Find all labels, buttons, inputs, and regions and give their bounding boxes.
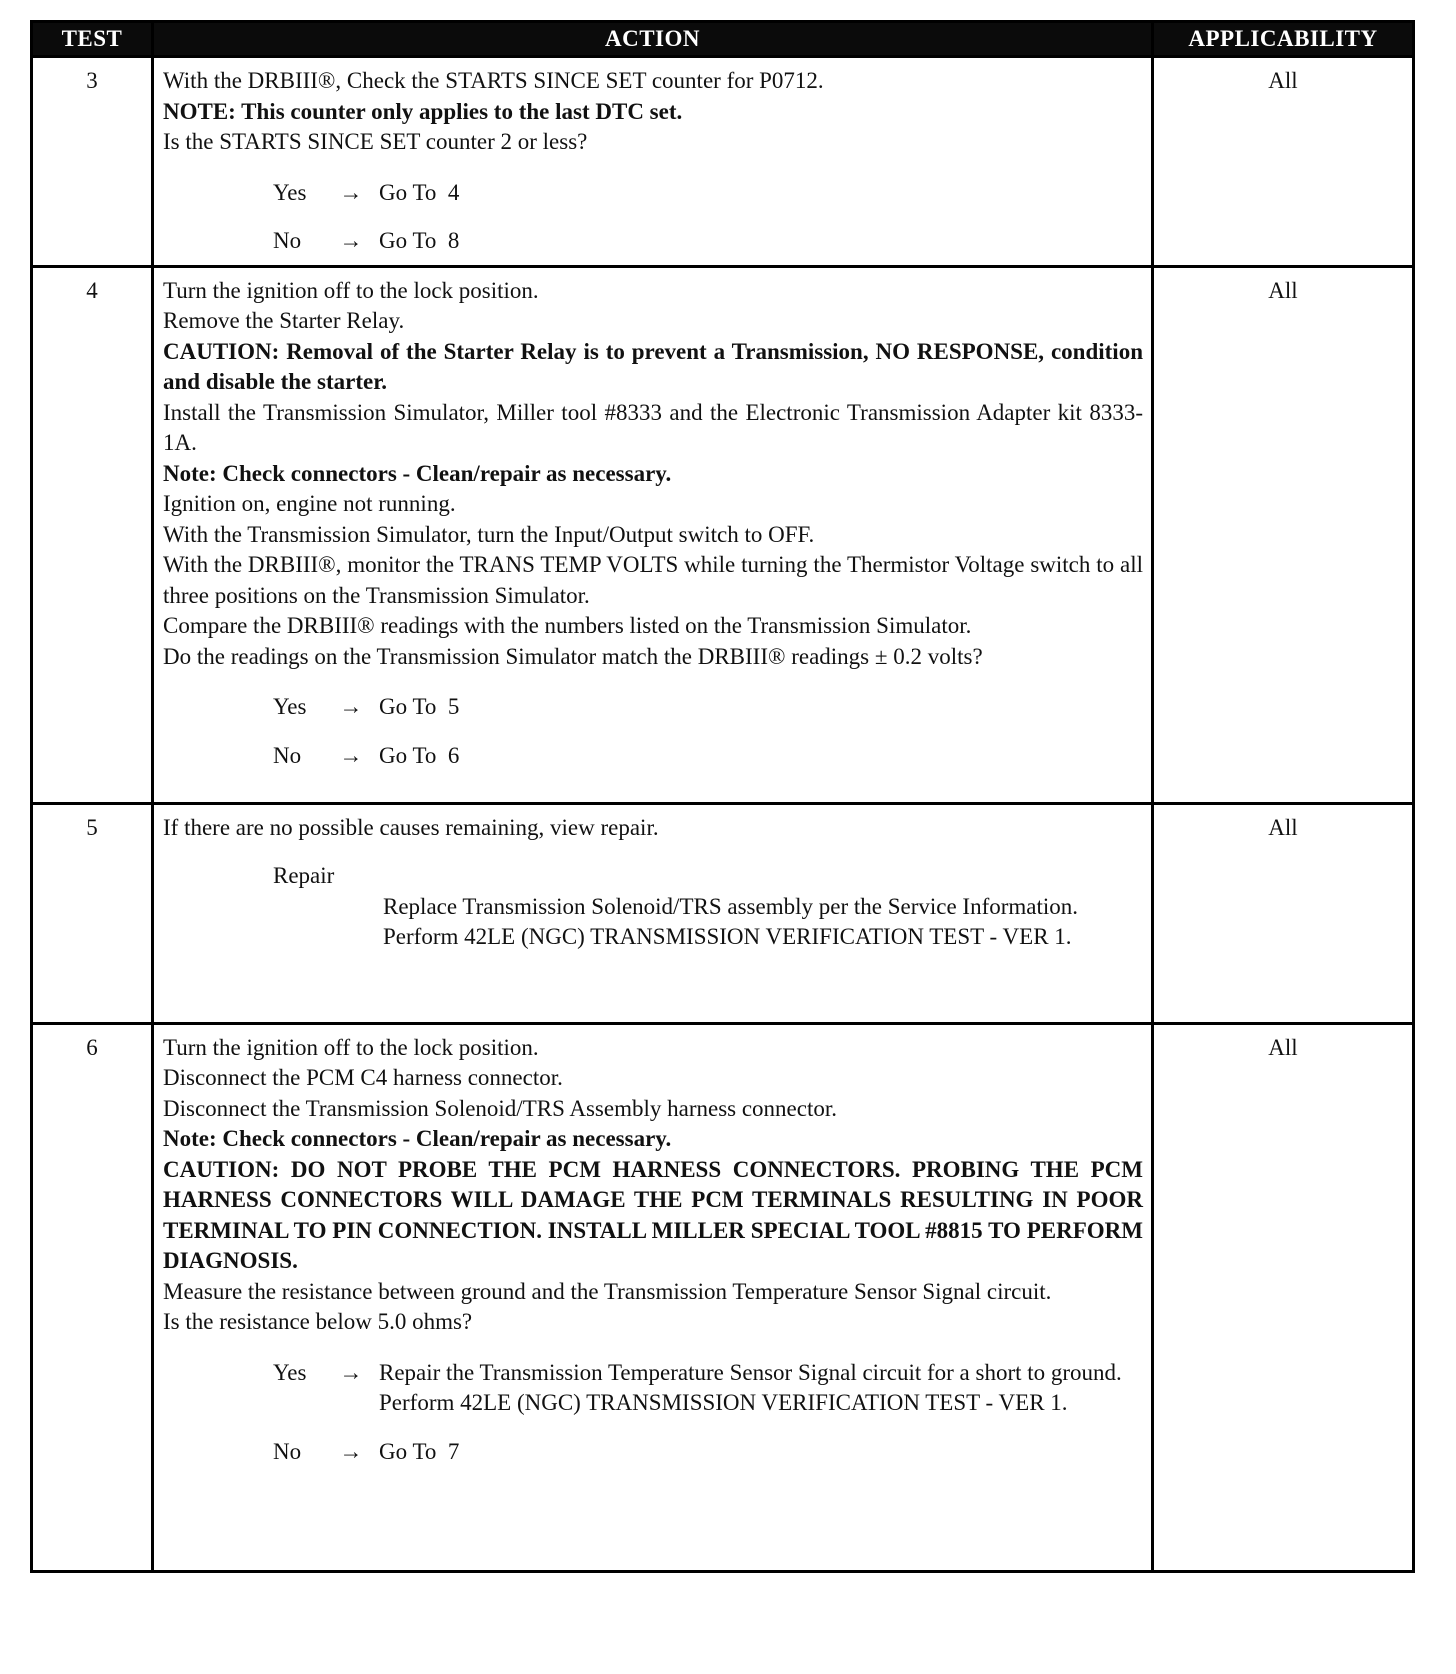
test-number: 6 xyxy=(32,1023,153,1571)
action-line: Compare the DRBIII® readings with the numbers listed on the Transmission Simulator. xyxy=(163,613,972,638)
yes-label: Yes xyxy=(273,179,307,205)
applicability-cell: All xyxy=(1153,266,1414,803)
action-line: Measure the resistance between ground and the Transmission Temperature Sensor Signal circuit. xyxy=(163,1278,1052,1304)
action-line: Disconnect the PCM C4 harness connector. xyxy=(163,1065,563,1090)
yes-result: Perform 42LE (NGC) TRANSMISSION VERIFICATION TEST - VER 1. xyxy=(379,1390,1068,1415)
no-branch xyxy=(273,741,1143,772)
diagnostic-table xyxy=(30,20,1415,1573)
applicability-cell: All xyxy=(1153,57,1414,267)
action-cell xyxy=(153,1023,1153,1571)
action-line: Turn the ignition off to the lock position. xyxy=(163,277,539,303)
action-cell xyxy=(153,803,1153,1023)
yes-branch xyxy=(273,1358,1143,1419)
yes-branch xyxy=(273,692,1143,723)
action-line: Turn the ignition off to the lock position. xyxy=(163,1034,539,1060)
no-branch xyxy=(273,1437,1143,1468)
test-row-4 xyxy=(32,266,1414,803)
note-line: Note: Check connectors - Clean/repair as necessary. xyxy=(163,1126,672,1151)
no-branch xyxy=(273,226,1143,257)
caution-line: CAUTION: Removal of the Starter Relay is to prevent a Transmission, NO RESPONSE, condition and disable the starter. xyxy=(163,338,1143,394)
yes-result-block xyxy=(379,1358,1143,1419)
header-applicability: APPLICABILITY xyxy=(1153,22,1414,57)
header-test: TEST xyxy=(32,22,153,57)
question-line: Do the readings on the Transmission Simulator match the DRBIII® readings ± 0.2 volts? xyxy=(163,643,983,669)
test-number: 3 xyxy=(32,57,153,267)
header-action: ACTION xyxy=(153,22,1153,57)
repair-line: Replace Transmission Solenoid/TRS assembly per the Service Information. xyxy=(383,893,1079,919)
arrow-icon: → xyxy=(339,228,363,253)
action-cell xyxy=(153,266,1153,803)
test-row-3 xyxy=(32,57,1414,267)
arrow-icon: → xyxy=(339,694,363,719)
repair-label: Repair xyxy=(273,863,335,888)
action-line: Ignition on, engine not running. xyxy=(163,491,456,516)
header-row xyxy=(32,22,1414,57)
test-number: 4 xyxy=(32,266,153,803)
no-result: Go To 8 xyxy=(379,228,460,253)
action-cell xyxy=(153,57,1153,267)
test-row-6 xyxy=(32,1023,1414,1571)
test-row-5 xyxy=(32,803,1414,1023)
yes-result: Go To 5 xyxy=(379,694,460,719)
note-line: Note: Check connectors - Clean/repair as necessary. xyxy=(163,460,672,486)
yes-branch xyxy=(273,178,1143,209)
applicability-cell: All xyxy=(1153,1023,1414,1571)
test-number: 5 xyxy=(32,803,153,1023)
yes-label: Yes xyxy=(273,1359,307,1385)
yes-result: Go To 4 xyxy=(379,179,460,205)
action-line: Install the Transmission Simulator, Miller tool #8333 and the Electronic Transmission Adapter kit 8333-1A. xyxy=(163,399,1143,455)
no-label: No xyxy=(273,1438,302,1464)
arrow-icon: → xyxy=(339,1359,363,1385)
no-label: No xyxy=(273,742,302,768)
caution-line: CAUTION: DO NOT PROBE THE PCM HARNESS CONNECTORS. PROBING THE PCM HARNESS CONNECTORS WILL DAMAGE THE PCM TERMINALS RESULTING IN POOR TERMINAL TO PIN CONNECTION. INSTALL MILLER SPECIAL TOOL #8815 TO PERFORM DIAGNOSIS. xyxy=(163,1156,1143,1273)
question-line: Is the STARTS SINCE SET counter 2 or less? xyxy=(163,129,588,154)
yes-label: Yes xyxy=(273,694,307,719)
action-line: Disconnect the Transmission Solenoid/TRS Assembly harness connector. xyxy=(163,1095,837,1121)
no-result: Go To 7 xyxy=(379,1438,460,1464)
action-line: With the Transmission Simulator, turn the Input/Output switch to OFF. xyxy=(163,521,815,547)
arrow-icon: → xyxy=(339,179,363,205)
note-line: NOTE: This counter only applies to the last DTC set. xyxy=(163,98,683,124)
no-result: Go To 6 xyxy=(379,742,460,768)
applicability-cell: All xyxy=(1153,803,1414,1023)
action-line: With the DRBIII®, monitor the TRANS TEMP VOLTS while turning the Thermistor Voltage switch to all three positions on the Transmission Simulator. xyxy=(163,552,1143,608)
action-line: If there are no possible causes remaining, view repair. xyxy=(163,814,659,840)
arrow-icon: → xyxy=(339,742,363,768)
arrow-icon: → xyxy=(339,1438,363,1464)
action-line: With the DRBIII®, Check the STARTS SINCE SET counter for P0712. xyxy=(163,68,824,93)
repair-line: Perform 42LE (NGC) TRANSMISSION VERIFICATION TEST - VER 1. xyxy=(383,924,1072,949)
action-line: Remove the Starter Relay. xyxy=(163,308,405,333)
yes-result: Repair the Transmission Temperature Sensor Signal circuit for a short to ground. xyxy=(379,1359,1122,1385)
question-line: Is the resistance below 5.0 ohms? xyxy=(163,1309,473,1334)
no-label: No xyxy=(273,228,302,253)
